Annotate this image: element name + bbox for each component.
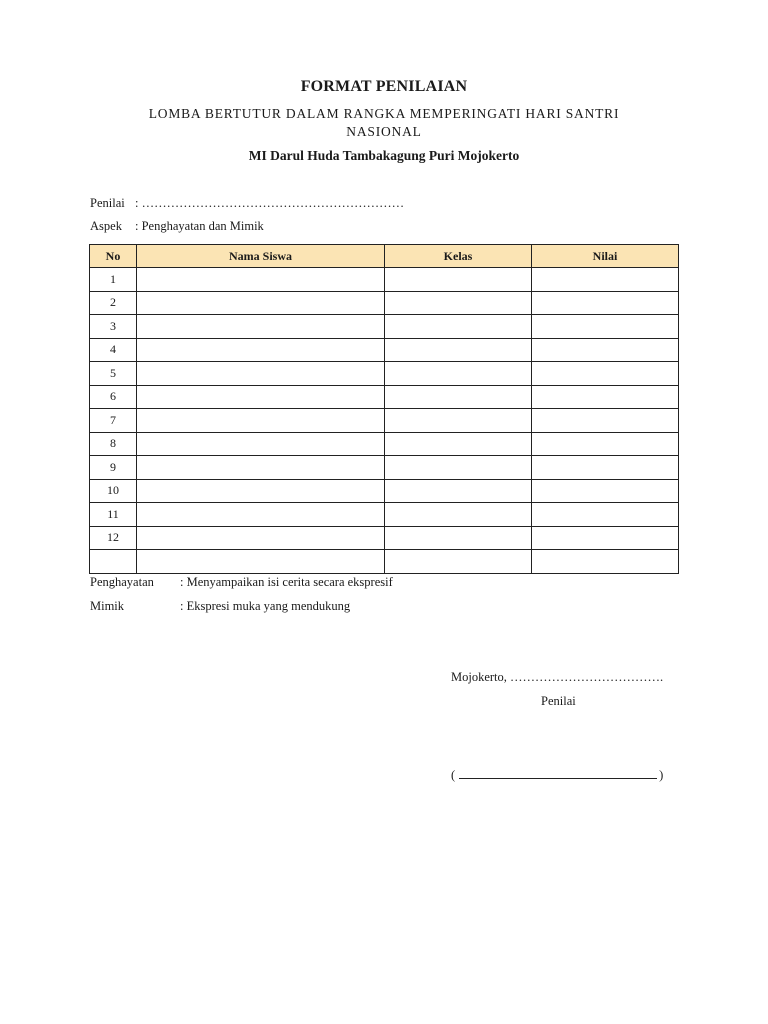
cell-kelas [385,385,532,409]
table-row [90,338,679,362]
place-date: Mojokerto, ………………………………. [451,670,664,684]
table-row [90,315,679,339]
table-row [90,385,679,409]
cell-no: 12 [90,526,137,550]
penilai-field [90,196,404,211]
cell-nama-siswa [137,338,385,362]
cell-nilai [532,385,679,409]
aspek-label: Aspek [90,219,122,233]
cell-nama-siswa [137,526,385,550]
cell-nilai [532,338,679,362]
cell-no: 6 [90,385,137,409]
cell-nama-siswa [137,432,385,456]
table-row [90,456,679,480]
cell-kelas [385,503,532,527]
cell-no: 3 [90,315,137,339]
cell-kelas [385,479,532,503]
penilai-label: Penilai [90,196,125,210]
cell-no: 11 [90,503,137,527]
open-paren: ( [451,768,456,782]
table-row [90,550,679,574]
cell-no: 9 [90,456,137,480]
table-row [90,362,679,386]
cell-nama-siswa [137,456,385,480]
signature-line [459,764,657,779]
cell-kelas [385,409,532,433]
cell-nilai [532,550,679,574]
cell-nilai [532,456,679,480]
cell-nilai [532,526,679,550]
school-name: MI Darul Huda Tambakagung Puri Mojokerto [248,148,520,163]
column-header-nama-siswa: Nama Siswa [137,245,385,268]
cell-nilai [532,291,679,315]
aspek-value: : Penghayatan dan Mimik [135,219,264,233]
cell-no: 10 [90,479,137,503]
table-row [90,291,679,315]
cell-no: 1 [90,268,137,292]
table-row [90,479,679,503]
cell-nama-siswa [137,291,385,315]
table-row [90,526,679,550]
table-row [90,432,679,456]
cell-nama-siswa [137,385,385,409]
cell-kelas [385,526,532,550]
cell-kelas [385,432,532,456]
cell-nilai [532,503,679,527]
table-header-row [90,245,679,268]
legend-item [90,575,393,590]
cell-no: 4 [90,338,137,362]
cell-no: 5 [90,362,137,386]
table-row [90,503,679,527]
cell-nama-siswa [137,409,385,433]
cell-nama-siswa [137,315,385,339]
event-title: LOMBA BERTUTUR DALAM RANGKA MEMPERINGATI HARI SANTRI NASIONAL [148,106,620,139]
column-header-no: No [90,245,137,268]
cell-kelas [385,268,532,292]
cell-nama-siswa [137,550,385,574]
legend-description: : Ekspresi muka yang mendukung [180,599,351,613]
form-title: FORMAT PENILAIAN [300,78,468,95]
cell-kelas [385,315,532,339]
cell-nama-siswa [137,503,385,527]
legend-description: : Menyampaikan isi cerita secara ekspresif [180,575,393,589]
cell-nilai [532,362,679,386]
legend-item [90,599,350,614]
column-header-kelas: Kelas [385,245,532,268]
table-row [90,409,679,433]
cell-nama-siswa [137,479,385,503]
penilai-value: : ……………………………………………………… [135,196,405,210]
cell-no: 7 [90,409,137,433]
aspek-field [90,219,264,234]
cell-kelas [385,362,532,386]
cell-no: 8 [90,432,137,456]
signature-block [451,764,663,783]
cell-nilai [532,409,679,433]
cell-nilai [532,315,679,339]
table-body [90,268,679,574]
cell-no [90,550,137,574]
cell-nama-siswa [137,268,385,292]
legend-term: Penghayatan [90,575,154,589]
score-table [89,244,679,574]
cell-kelas [385,550,532,574]
signer-title: Penilai [541,694,576,708]
column-header-nilai: Nilai [532,245,679,268]
close-paren: ) [659,768,664,782]
cell-nilai [532,268,679,292]
cell-kelas [385,291,532,315]
cell-kelas [385,338,532,362]
cell-nama-siswa [137,362,385,386]
cell-no: 2 [90,291,137,315]
cell-nilai [532,479,679,503]
legend-term: Mimik [90,599,125,613]
cell-nilai [532,432,679,456]
cell-kelas [385,456,532,480]
table-row [90,268,679,292]
